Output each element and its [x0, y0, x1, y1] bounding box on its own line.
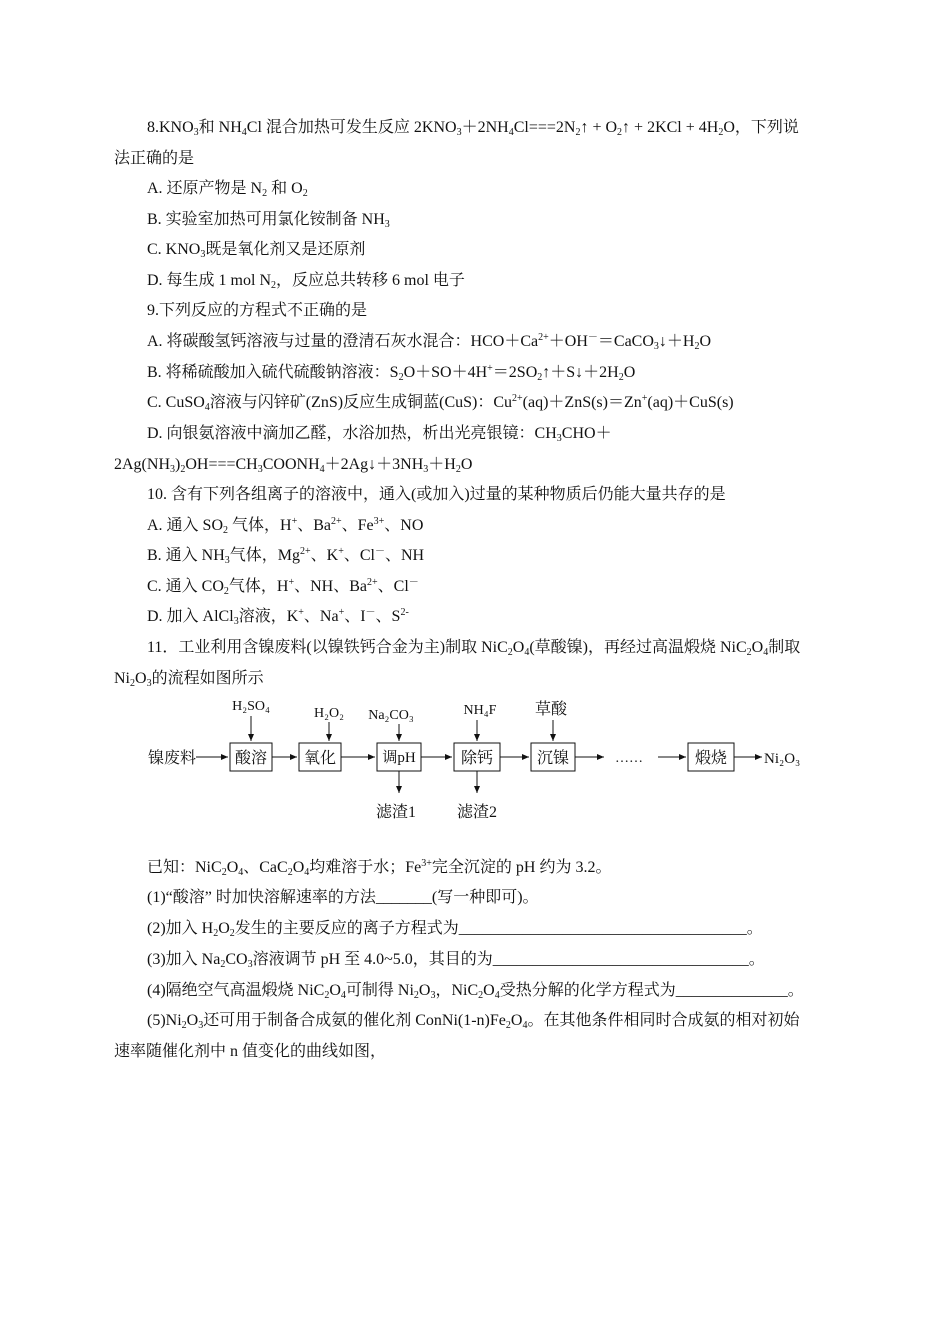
- process-flowchart: [140, 693, 820, 828]
- q11-stem-line1: 11．工业利用含镍废料(以镍铁钙合金为主)制取 $NiC_2O_4$(草酸镍)，再经过高温煅烧 $NiC_2O_4$制取: [147, 639, 801, 658]
- q8-option-d: D. 每生成 1 mol $N_2$，反应总共转移 6 mol 电子: [147, 272, 465, 291]
- flow-step-2: 氧化: [303, 750, 337, 767]
- flow-reagent-3: Na₂CO₃: [368, 708, 414, 723]
- q11-part-3: (3)加入 $Na_2CO_3$溶液调节 pH 至 4.0~5.0，其目的为________________________________。: [147, 951, 765, 970]
- flow-step-3: 调pH: [382, 750, 416, 766]
- flow-reagent-5: 草酸: [534, 701, 568, 718]
- flow-step-5: 沉镍: [536, 750, 570, 767]
- q9-stem: 9.下列反应的方程式不正确的是: [147, 302, 368, 319]
- q11-stem-line2: $Ni_2O_3$的流程如图所示: [114, 670, 264, 689]
- flow-ellipsis: ……: [615, 751, 643, 766]
- q8-option-b: B. 实验室加热可用氯化铵制备 $NH_3$: [147, 211, 390, 230]
- q9-option-d-line1: D. 向银氨溶液中滴加乙醛，水浴加热，析出光亮银镜：$CH_3CHO+$: [147, 425, 612, 444]
- q11-part-5-line1: $(5)Ni_2O_3$还可用于制备合成氨的催化剂 $ConNi(1-n)Fe_2O_4$。在其他条件相同时合成氨的相对初始: [147, 1012, 800, 1031]
- q10-stem: 10. 含有下列各组离子的溶液中，通入(或加入)过量的某种物质后仍能大量共存的是: [147, 486, 726, 503]
- q10-option-b: B. 通入 $NH_3$气体，$Mg^{2+}$、K+、Cl－、NH: [147, 546, 425, 566]
- q10-option-d: D. 加入 AlCl$_3$溶液，K+、Na+、I－、$S^{2-}$: [147, 607, 409, 627]
- q11-part-5-line2: 速率随催化剂中 n 值变化的曲线如图，: [114, 1043, 387, 1060]
- q8-option-a: A. 还原产物是 $N_2$ 和 $O_2$: [147, 180, 308, 199]
- q11-part-1: (1)“酸溶” 时加快溶解速率的方法_______(写一种即可)。: [147, 889, 539, 906]
- q11-part-2: (2)加入 $H_2O_2$发生的主要反应的离子方程式为____________________________________。: [147, 920, 763, 939]
- q11-part-4: (4)隔绝空气高温煅烧 $NiC_2O_4$可制得 $Ni_2O_3$，$NiC_2O_4$受热分解的化学方程式为______________。: [147, 982, 804, 1001]
- flow-reagent-1: H₂SO₄: [232, 699, 270, 714]
- flow-step-1: 酸溶: [234, 750, 268, 767]
- q9-option-a: A. 将碳酸氢钙溶液与过量的澄清石灰水混合：$HCO+Ca^{2+}+OH^-=CaCO_3↓+H_2O$: [147, 332, 712, 352]
- flow-step-4: 除钙: [460, 750, 494, 767]
- q8-stem-line2: 法正确的是: [114, 150, 195, 167]
- flow-product: Ni₂O₃: [764, 751, 801, 767]
- flow-reagent-4: NH₄F: [463, 703, 497, 718]
- q9-option-d-line2: $2Ag(NH_3)_2OH===CH_3COONH_4+2Ag↓+3NH_3+H_2O$: [114, 456, 473, 475]
- q9-option-b: B. 将稀硫酸加入硫代硫酸钠溶液：$S_2O+SO+4H^+=2SO_2↑+S↓+2H_2O$: [147, 363, 636, 383]
- q10-option-c: C. 通入 $CO_2$气体，H+、NH、$Ba^{2+}$、Cl－: [147, 577, 419, 597]
- flow-step-6: 煅烧: [694, 750, 728, 767]
- q10-option-a: A. 通入 $SO_2$ 气体，H+、$Ba^{2+}$、$Fe^{3+}$、NO: [147, 516, 424, 536]
- q8-option-c: C. $KNO_3$既是氧化剂又是还原剂: [147, 241, 366, 260]
- flow-start-label: 镍废料: [148, 750, 197, 767]
- flow-reagent-2: H₂O₂: [314, 706, 344, 721]
- q9-option-c: C. CuSO$_4$溶液与闪锌矿(ZnS)反应生成铜蓝(CuS)：$Cu^{2+}(aq)+ZnS(s)=Zn^+(aq)+CuS(s)$: [147, 393, 734, 413]
- flow-residue-2: 滤渣2: [456, 804, 498, 821]
- q8-stem-line1: $8.KNO_3$和 $NH_4Cl$ 混合加热可发生反应 $2KNO_3+2NH_4Cl===2N_2↑$ + $O_2↑ + 2KCl + 4H_2O$，下列说: [147, 119, 799, 138]
- flow-residue-1: 滤渣1: [375, 804, 417, 821]
- q11-known: 已知：$NiC_2O_4$、$CaC_2O_4$均难溶于水；$Fe^{3+}$完全沉淀的 pH 约为 3.2。: [147, 858, 612, 878]
